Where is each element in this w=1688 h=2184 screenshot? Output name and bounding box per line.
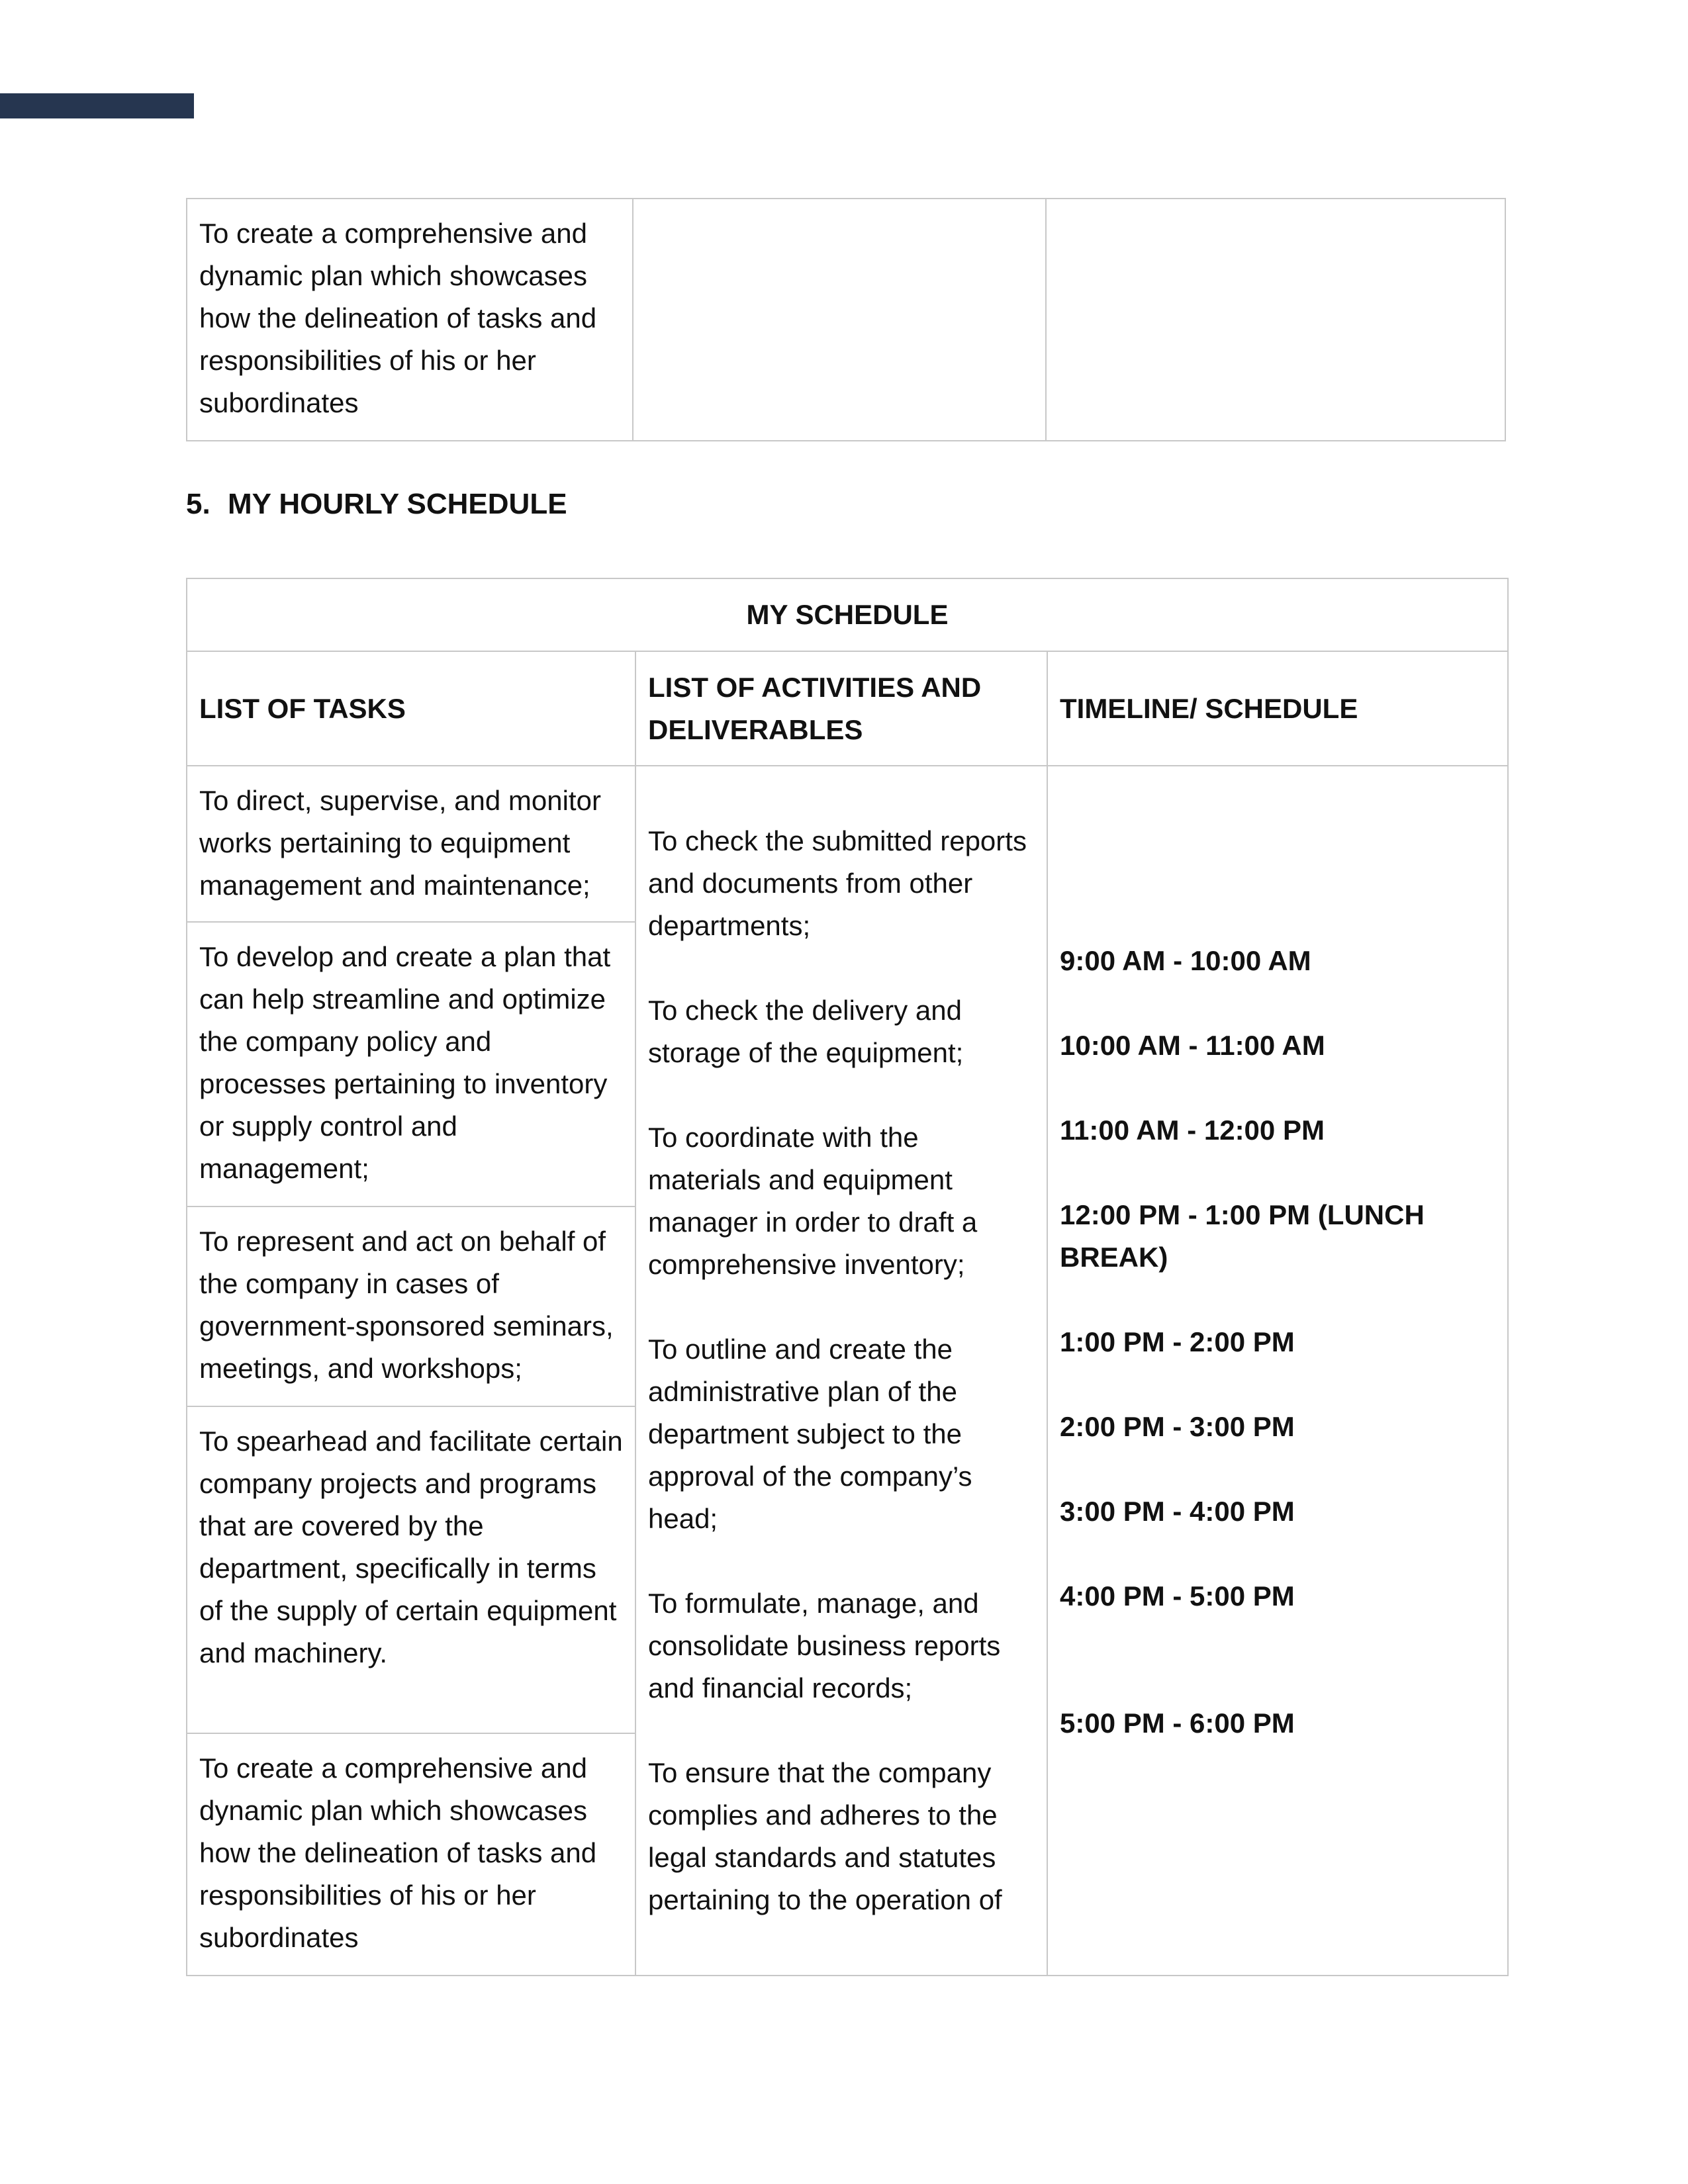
- table-header-row: [187, 651, 1508, 766]
- section-number: 5.: [186, 488, 211, 520]
- time-slot: 1:00 PM - 2:00 PM: [1060, 1326, 1295, 1357]
- table-row: [187, 766, 1508, 922]
- task-cell: To create a comprehensive and dynamic plan which showcases how the delineation of tasks and responsibilities of his or her subordinates: [187, 1733, 635, 1976]
- header-activities: LIST OF ACTIVITIES AND DELIVERABLES: [635, 651, 1047, 766]
- activity-item: To outline and create the administrative plan of the department subject to the approval of the company’s head;: [648, 1334, 972, 1534]
- time-slot: 4:00 PM - 5:00 PM: [1060, 1580, 1295, 1612]
- section-heading: [186, 483, 567, 525]
- task-cell: To create a comprehensive and dynamic plan which showcases how the delineation of tasks and responsibilities of his or her subordinates: [187, 199, 633, 441]
- activity-item: To check the submitted reports and documents from other departments;: [648, 825, 1027, 941]
- time-slot: 5:00 PM - 6:00 PM: [1060, 1707, 1295, 1739]
- header-timeline: TIMELINE/ SCHEDULE: [1047, 651, 1508, 766]
- activity-item: To formulate, manage, and consolidate business reports and financial records;: [648, 1588, 1001, 1704]
- schedule-table: [186, 578, 1509, 1976]
- table-title: MY SCHEDULE: [187, 578, 1508, 651]
- section-title: MY HOURLY SCHEDULE: [227, 488, 567, 520]
- activities-cell: [633, 199, 1046, 441]
- time-slot: 10:00 AM - 11:00 AM: [1060, 1030, 1325, 1061]
- time-slot: 3:00 PM - 4:00 PM: [1060, 1496, 1295, 1527]
- timeline-cell: [1047, 766, 1508, 1976]
- table-row: [187, 199, 1505, 441]
- activity-item: To check the delivery and storage of the equipment;: [648, 995, 964, 1068]
- timeline-cell: [1046, 199, 1505, 441]
- time-slot: 12:00 PM - 1:00 PM (LUNCH BREAK): [1060, 1199, 1425, 1273]
- table-title-row: [187, 578, 1508, 651]
- task-cell: To spearhead and facilitate certain company projects and programs that are covered by the department, specifically in terms of the supply of certain equipment and machinery.: [187, 1406, 635, 1733]
- activity-item: To coordinate with the materials and equipment manager in order to draft a comprehensive inventory;: [648, 1122, 978, 1280]
- continued-table: [186, 198, 1506, 441]
- time-slot: 2:00 PM - 3:00 PM: [1060, 1411, 1295, 1442]
- activity-item: To ensure that the company complies and adheres to the legal standards and statutes pertaining to the operation of: [648, 1757, 1002, 1915]
- time-slot: 9:00 AM - 10:00 AM: [1060, 945, 1311, 976]
- header-accent-bar: [0, 93, 194, 118]
- task-cell: To represent and act on behalf of the company in cases of government-sponsored seminars, meetings, and workshops;: [187, 1206, 635, 1406]
- task-cell: To direct, supervise, and monitor works pertaining to equipment management and maintenance;: [187, 766, 635, 922]
- time-slot: 11:00 AM - 12:00 PM: [1060, 1115, 1325, 1146]
- activities-cell: [635, 766, 1047, 1976]
- header-tasks: LIST OF TASKS: [187, 651, 635, 766]
- task-cell: To develop and create a plan that can help streamline and optimize the company policy and processes pertaining to inventory or supply control and management;: [187, 922, 635, 1206]
